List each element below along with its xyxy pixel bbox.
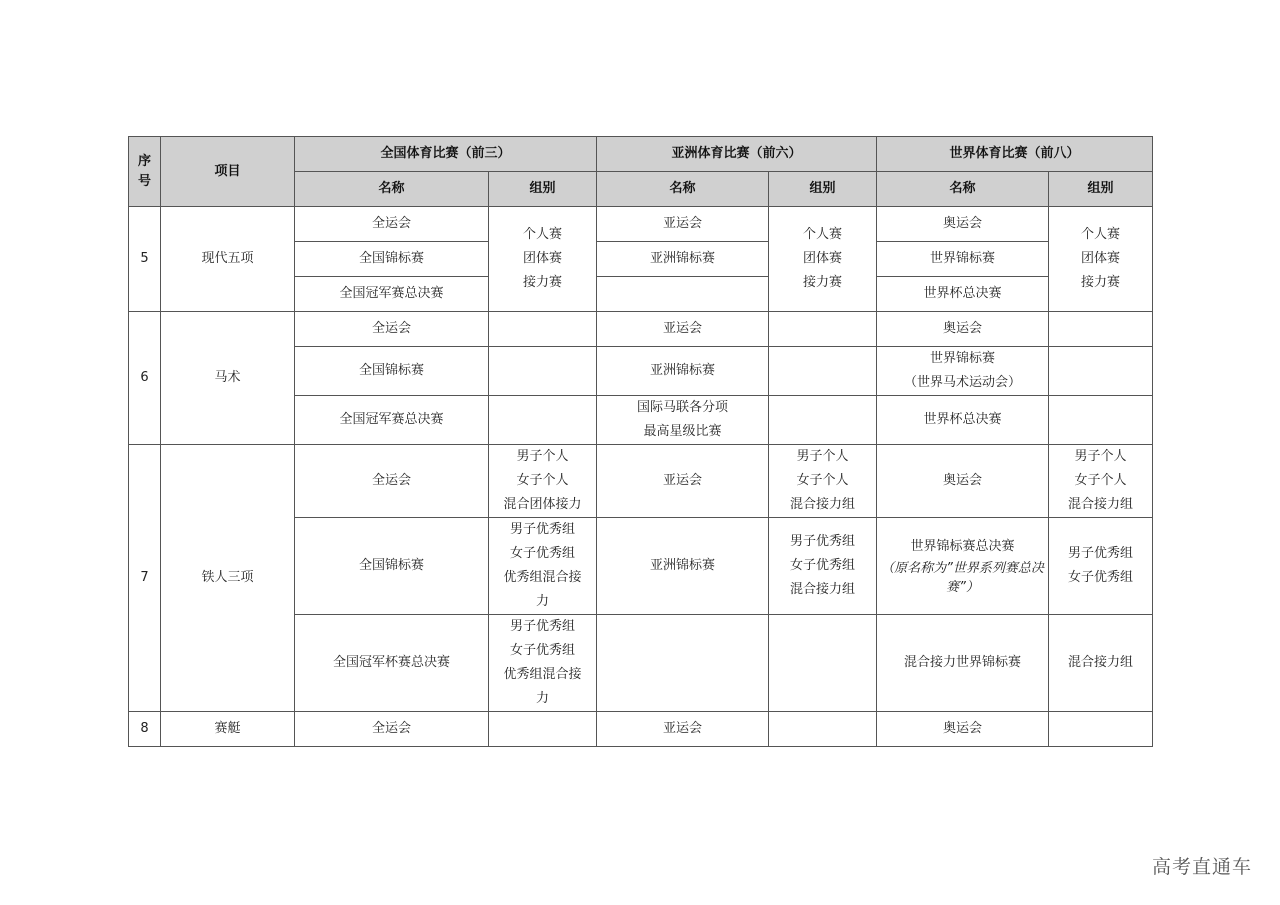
world-name-text: 世界锦标赛总决赛 xyxy=(910,539,1015,554)
national-group-cell xyxy=(489,712,597,747)
asian-name-cell xyxy=(597,277,769,312)
asian-name-cell: 亚运会 xyxy=(597,207,769,242)
asian-name-cell: 国际马联各分项 最高星级比赛 xyxy=(597,396,769,445)
seq-cell: 6 xyxy=(129,312,161,445)
header-project: 项目 xyxy=(161,137,295,207)
world-group-cell xyxy=(1049,712,1153,747)
national-group-cell: 男子个人 女子个人 混合团体接力 xyxy=(489,445,597,518)
national-name-cell: 全运会 xyxy=(295,445,489,518)
asian-name-cell: 亚洲锦标赛 xyxy=(597,518,769,615)
world-name-cell xyxy=(877,518,1049,615)
seq-cell: 7 xyxy=(129,445,161,712)
asian-name-cell: 亚洲锦标赛 xyxy=(597,347,769,396)
table-row xyxy=(129,445,1153,518)
asian-group-cell xyxy=(769,347,877,396)
world-name-cell: 奥运会 xyxy=(877,445,1049,518)
national-name-cell: 全国冠军赛总决赛 xyxy=(295,277,489,312)
asian-name-cell xyxy=(597,615,769,712)
world-name-cell: 世界杯总决赛 xyxy=(877,396,1049,445)
world-name-cell: 奥运会 xyxy=(877,312,1049,347)
world-name-note: （原名称为”世界系列赛总决赛”） xyxy=(881,561,1044,595)
asian-group-cell xyxy=(769,312,877,347)
world-name-cell: 世界锦标赛 xyxy=(877,242,1049,277)
asian-group-cell: 男子个人 女子个人 混合接力组 xyxy=(769,445,877,518)
table-header xyxy=(129,137,1153,207)
world-name-cell: 世界锦标赛 （世界马术运动会） xyxy=(877,347,1049,396)
world-name-cell: 世界杯总决赛 xyxy=(877,277,1049,312)
asian-name-cell: 亚运会 xyxy=(597,712,769,747)
table-row xyxy=(129,207,1153,242)
asian-group-cell xyxy=(769,615,877,712)
seq-cell: 5 xyxy=(129,207,161,312)
header-world-group: 组别 xyxy=(1049,172,1153,207)
national-name-cell: 全运会 xyxy=(295,207,489,242)
header-seq: 序号 xyxy=(129,137,161,207)
header-world: 世界体育比赛（前八） xyxy=(877,137,1153,172)
header-national: 全国体育比赛（前三） xyxy=(295,137,597,172)
header-world-name: 名称 xyxy=(877,172,1049,207)
world-group-cell: 男子优秀组 女子优秀组 xyxy=(1049,518,1153,615)
project-cell: 铁人三项 xyxy=(161,445,295,712)
national-group-cell xyxy=(489,396,597,445)
competition-table xyxy=(128,136,1153,747)
world-group-cell: 混合接力组 xyxy=(1049,615,1153,712)
world-name-cell: 奥运会 xyxy=(877,712,1049,747)
world-name-cell: 奥运会 xyxy=(877,207,1049,242)
national-name-cell: 全国冠军杯赛总决赛 xyxy=(295,615,489,712)
world-group-cell xyxy=(1049,396,1153,445)
national-group-cell: 个人赛 团体赛 接力赛 xyxy=(489,207,597,312)
table-body xyxy=(129,207,1153,747)
world-group-cell xyxy=(1049,312,1153,347)
national-name-cell: 全国冠军赛总决赛 xyxy=(295,396,489,445)
header-asian-group: 组别 xyxy=(769,172,877,207)
national-name-cell: 全运会 xyxy=(295,712,489,747)
table-row xyxy=(129,312,1153,347)
project-cell: 马术 xyxy=(161,312,295,445)
national-name-cell: 全国锦标赛 xyxy=(295,347,489,396)
asian-group-cell xyxy=(769,396,877,445)
table-row xyxy=(129,712,1153,747)
national-group-cell xyxy=(489,347,597,396)
project-cell: 现代五项 xyxy=(161,207,295,312)
national-group-cell: 男子优秀组 女子优秀组 优秀组混合接 力 xyxy=(489,518,597,615)
world-group-cell xyxy=(1049,347,1153,396)
national-group-cell: 男子优秀组 女子优秀组 优秀组混合接 力 xyxy=(489,615,597,712)
project-cell: 赛艇 xyxy=(161,712,295,747)
asian-name-cell: 亚运会 xyxy=(597,312,769,347)
world-group-cell: 男子个人 女子个人 混合接力组 xyxy=(1049,445,1153,518)
world-name-cell: 混合接力世界锦标赛 xyxy=(877,615,1049,712)
asian-group-cell: 个人赛 团体赛 接力赛 xyxy=(769,207,877,312)
asian-group-cell: 男子优秀组 女子优秀组 混合接力组 xyxy=(769,518,877,615)
asian-group-cell xyxy=(769,712,877,747)
national-name-cell: 全国锦标赛 xyxy=(295,242,489,277)
national-group-cell xyxy=(489,312,597,347)
seq-cell: 8 xyxy=(129,712,161,747)
asian-name-cell: 亚运会 xyxy=(597,445,769,518)
asian-name-cell: 亚洲锦标赛 xyxy=(597,242,769,277)
header-national-group: 组别 xyxy=(489,172,597,207)
header-asian-name: 名称 xyxy=(597,172,769,207)
national-name-cell: 全国锦标赛 xyxy=(295,518,489,615)
national-name-cell: 全运会 xyxy=(295,312,489,347)
world-group-cell: 个人赛 团体赛 接力赛 xyxy=(1049,207,1153,312)
header-asian: 亚洲体育比赛（前六） xyxy=(597,137,877,172)
header-national-name: 名称 xyxy=(295,172,489,207)
watermark: 高考直通车 xyxy=(1151,856,1252,878)
